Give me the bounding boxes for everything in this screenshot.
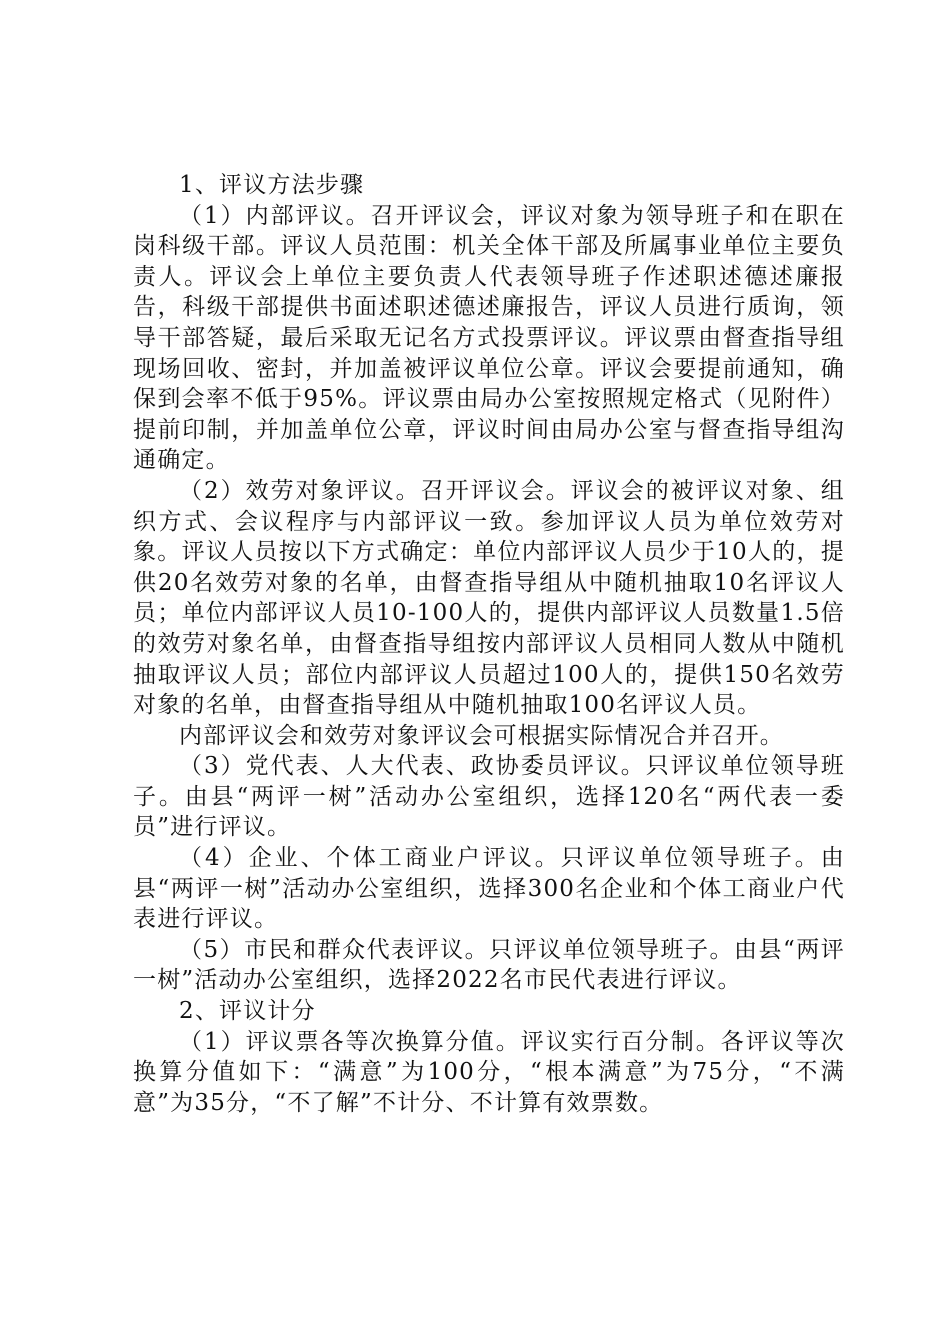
paragraph-internal-evaluation: （1）内部评议。召开评议会，评议对象为领导班子和在职在岗科级干部。评议人员范围：机关全体干部及所属事业单位主要负责人。评议会上单位主要负责人代表领导班子作述职述德述廉报告，科级干部提供书面述职述德述廉报告，评议人员进行质询，领导干部答疑，最后采取无记名方式投票评议。评议票由督查指导组现场回收、密封，并加盖被评议单位公章。评议会要提前通知，确保到会率不低于95%。评议票由局办公室按照规定格式（见附件）提前印制，并加盖单位公章，评议时间由局办公室与督查指导组沟通确定。 <box>133 202 845 474</box>
paragraph-citizen-evaluation: （5）市民和群众代表评议。只评议单位领导班子。由县“两评一树”活动办公室组织，选择2022名市民代表进行评议。 <box>133 936 845 994</box>
paragraph-representatives-evaluation: （3）党代表、人大代表、政协委员评议。只评议单位领导班子。由县“两评一树”活动办公室组织，选择120名“两代表一委员”进行评议。 <box>133 753 845 841</box>
heading-evaluation-steps: 1、评议方法步骤 <box>179 172 365 198</box>
paragraph-service-object-evaluation: （2）效劳对象评议。召开评议会。评议会的被评议对象、组织方式、会议程序与内部评议一致。参加评议人员为单位效劳对象。评议人员按以下方式确定：单位内部评议人员少于10人的，提供20名效劳对象的名单，由督查指导组从中随机抽取10名评议人员；单位内部评议人员10-100人的，提供内部评议人员数量1.5倍的效劳对象名单，由督查指导组按内部评议人员相同人数从中随机抽取评议人员；部位内部评议人员超过100人的，提供150名效劳对象的名单，由督查指导组从中随机抽取100名评议人员。 <box>133 477 845 719</box>
document-body <box>133 170 845 1118</box>
paragraph-merge-meetings: 内部评议会和效劳对象评议会可根据实际情况合并召开。 <box>179 722 784 749</box>
paragraph-score-conversion: （1）评议票各等次换算分值。评议实行百分制。各评议等次换算分值如下：“满意”为100分，“根本满意”为75分，“不满意”为35分，“不了解”不计分、不计算有效票数。 <box>133 1028 845 1116</box>
paragraph-business-evaluation: （4）企业、个体工商业户评议。只评议单位领导班子。由县“两评一树”活动办公室组织，选择300名企业和个体工商业户代表进行评议。 <box>133 845 845 933</box>
heading-scoring: 2、评议计分 <box>179 998 316 1025</box>
